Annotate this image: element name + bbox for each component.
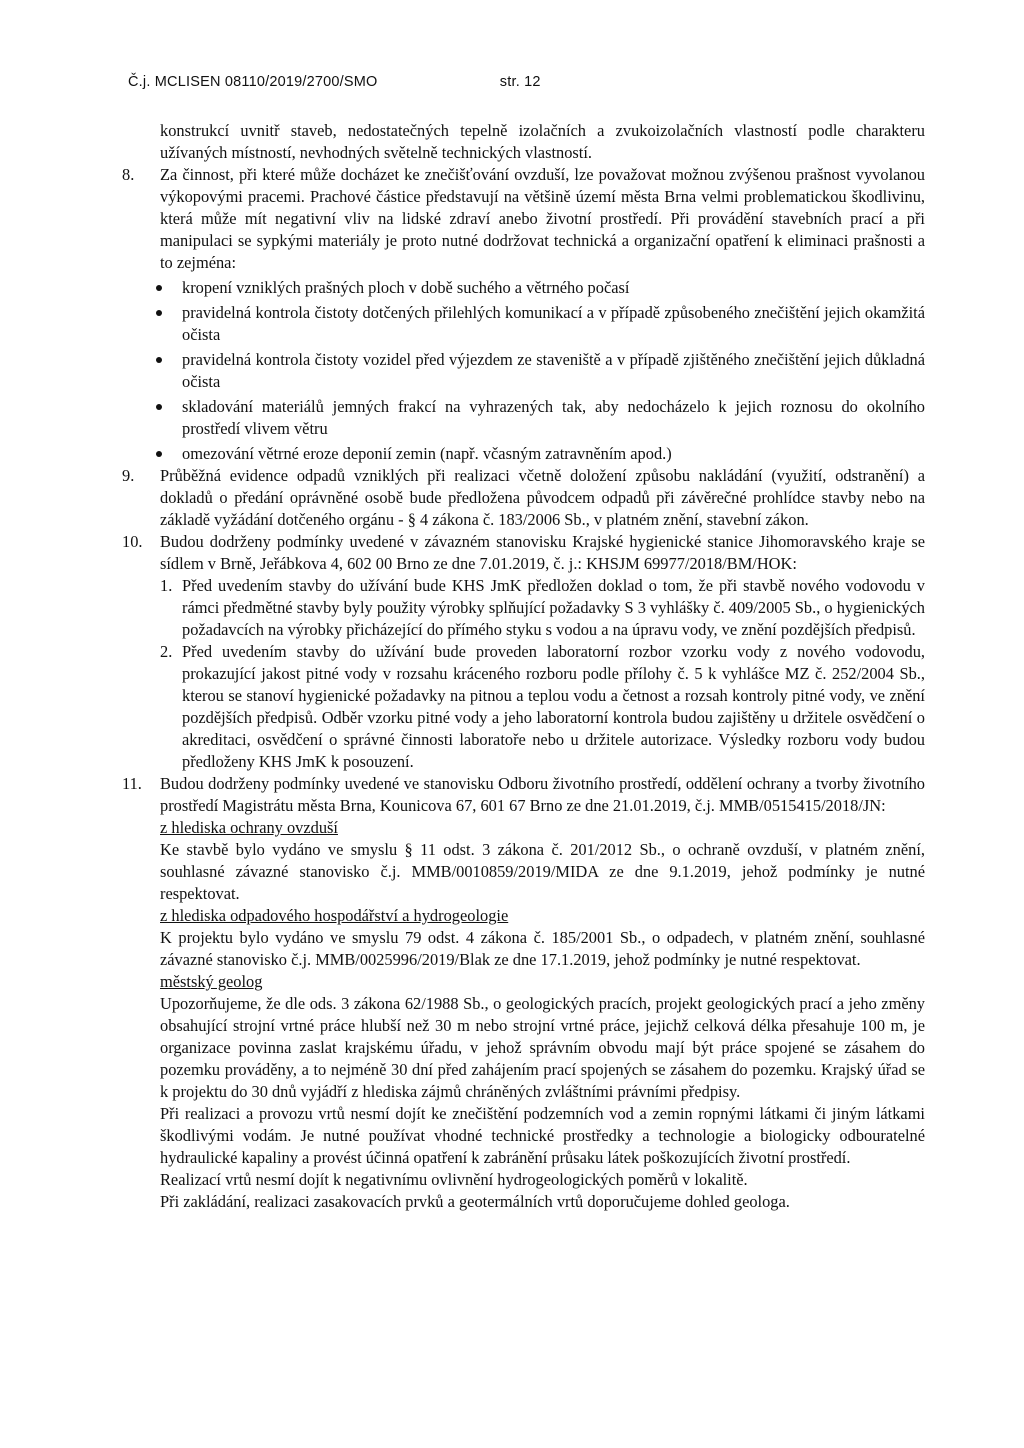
bullet-icon — [156, 451, 162, 457]
section-heading-waste: z hlediska odpadového hospodářství a hydrogeologie — [160, 906, 509, 925]
section-text-waste: K projektu bylo vydáno ve smyslu 79 odst. 4 zákona č. 185/2001 Sb., o odpadech, v platném znění, souhlasné závazné stanovisko č.j. MMB/0025996/2019/Blak ze dne 17.1.2019, jehož podmínky je nutné respektovat. — [160, 928, 925, 969]
condition-text: Průběžná evidence odpadů vzniklých při realizaci včetně doložení způsobu nakládání (využití, odstranění) a dokladů o předání oprávněné osobě bude předložena původcem odpadů při závěrečné prohlídce stavby nebo na základě vyžádání dotčeného orgánu - § 4 zákona č. 183/2006 Sb., v platném znění, stavební zákon. — [160, 466, 925, 529]
bullet-list — [160, 277, 925, 465]
list-item: pravidelná kontrola čistoty vozidel před výjezdem ze staveniště a v případě zjištěného znečištění jejich důkladná očista — [160, 349, 925, 393]
bullet-icon — [156, 357, 162, 363]
subcondition-2 — [160, 641, 925, 773]
section-text-air: Ke stavbě bylo vydáno ve smyslu § 11 odst. 3 zákona č. 201/2012 Sb., o ochraně ovzduší, v platném znění, souhlasné závazné stanovisko č.j. MMB/0010859/2019/MIDA ze dne 9.1.2019, jehož podmínky je nutné respektovat. — [160, 840, 925, 903]
intro-paragraph: konstrukcí uvnitř staveb, nedostatečných tepelně izolačních a zvukoizolačních vlastností podle charakteru užívaných místností, nevhodných světelně technických vlastností. — [160, 121, 925, 162]
section-text-geolog: Realizací vrtů nesmí dojít k negativnímu ovlivnění hydrogeologických poměrů v lokalitě. — [160, 1170, 748, 1189]
condition-10 — [122, 531, 925, 773]
list-item: pravidelná kontrola čistoty dotčených přilehlých komunikací a v případě způsobeného znečištění jejich okamžitá očista — [160, 302, 925, 346]
condition-9 — [122, 465, 925, 531]
list-item: omezování větrné eroze deponií zemin (např. včasným zatravněním apod.) — [160, 443, 925, 465]
subcondition-number: 1. — [160, 576, 173, 595]
section-heading-geolog: městský geolog — [160, 972, 263, 991]
document-body — [122, 120, 925, 1213]
condition-number: 11. — [122, 774, 142, 793]
subcondition-number: 2. — [160, 642, 173, 661]
condition-text: Budou dodrženy podmínky uvedené v závazném stanovisku Krajské hygienické stanice Jihomoravského kraje se sídlem v Brně, Jeřábkova 4, 602 00 Brno ze dne 7.01.2019, č. j.: KHSJM 69977/2018/BM/HOK: — [160, 532, 925, 573]
page-header — [128, 74, 541, 90]
subcondition-text: Před uvedením stavby do užívání bude proveden laboratorní rozbor vzorku vody z nového vodovodu, prokazující jakost pitné vody v rozsahu kráceného rozboru podle přílohy č. 5 k vyhlášce MZ č. 252/2004 Sb., kterou se stanoví hygienické požadavky na pitnou a teplou vodu a četnost a rozsah kontroly pitné vody, ve znění pozdějších předpisů. Odběr vzorku pitné vody a jeho laboratorní kontrola budou zajištěny u držitele osvědčení o akreditaci, osvědčení o správné činnosti laboratoře nebo u držitele autorizace. Výsledky rozboru vody budou předloženy KHS JmK k posouzení. — [182, 642, 925, 771]
page-number: str. 12 — [499, 74, 541, 90]
condition-number: 9. — [122, 466, 135, 485]
section-text-geolog: Při realizaci a provozu vrtů nesmí dojít ke znečištění podzemních vod a zemin ropnými látkami či jiným látkami škodlivými vodám. Je nutné používat vhodné technické prostředky a technologie a biologicky odbouratelné hydraulické kapaliny a provést účinná opatření k zabránění průsaku látek poškozujících životní prostředí. — [160, 1104, 925, 1167]
condition-8 — [122, 164, 925, 465]
condition-11 — [122, 773, 925, 1213]
condition-text: Budou dodrženy podmínky uvedené ve stanovisku Odboru životního prostředí, oddělení ochrany a tvorby životního prostředí Magistrátu města Brna, Kounicova 67, 601 67 Brno ze dne 21.01.2019, č.j. MMB/0515415/2018/JN: — [160, 774, 925, 815]
section-heading-air: z hlediska ochrany ovzduší — [160, 818, 338, 837]
bullet-icon — [156, 404, 162, 410]
condition-number: 8. — [122, 165, 135, 184]
bullet-icon — [156, 310, 162, 316]
subcondition-text: Před uvedením stavby do užívání bude KHS JmK předložen doklad o tom, že při stavbě nového vodovodu v rámci předmětné stavby byly použity výrobky splňující požadavky S 3 vyhlášky č. 409/2005 Sb., o hygienických požadavcích na výrobky přicházející do přímého styku s vodou a na úpravu vody, ve znění pozdějších předpisů. — [182, 576, 925, 639]
list-item: kropení vzniklých prašných ploch v době suchého a větrného počasí — [160, 277, 925, 299]
subcondition-1 — [160, 575, 925, 641]
section-text-geolog: Při zakládání, realizaci zasakovacích prvků a geotermálních vrtů doporučujeme dohled geologa. — [160, 1192, 790, 1211]
condition-text: Za činnost, při které může docházet ke znečišťování ovzduší, lze považovat možnou zvýšenou prašnost vyvolanou výkopovými pracemi. Prachové částice představují na většině území města Brna velmi problematickou škodlivinu, která může mít negativní vliv na lidské zdraví anebo životní prostředí. Při provádění stavebních prací a při manipulaci se sypkými materiály je proto nutné dodržovat technická a organizační opatření k eliminaci prašnosti a to zejména: — [160, 165, 925, 272]
condition-number: 10. — [122, 532, 143, 551]
list-item: skladování materiálů jemných frakcí na vyhrazených tak, aby nedocházelo k jejich roznosu do okolního prostředí vlivem větru — [160, 396, 925, 440]
bullet-icon — [156, 285, 162, 291]
section-text-geolog: Upozorňujeme, že dle ods. 3 zákona 62/1988 Sb., o geologických pracích, projekt geologických prací a jeho změny obsahující strojní vrtné práce hlubší než 30 m nebo strojní vrtné práce, jejichž celková délka přesahuje 100 m, je organizace povinna zaslat krajskému úřadu, v jehož správním obvodu mají být práce spojené se zásahem do pozemku prováděny, a to nejméně 30 dní před zahájením prací spojených se zásahem do pozemku. Krajský úřad se k projektu do 30 dnů vyjádří z hlediska zájmů chráněných zvláštními právními předpisy. — [160, 994, 925, 1101]
reference-number: Č.j. MCLISEN 08110/2019/2700/SMO — [128, 74, 378, 90]
